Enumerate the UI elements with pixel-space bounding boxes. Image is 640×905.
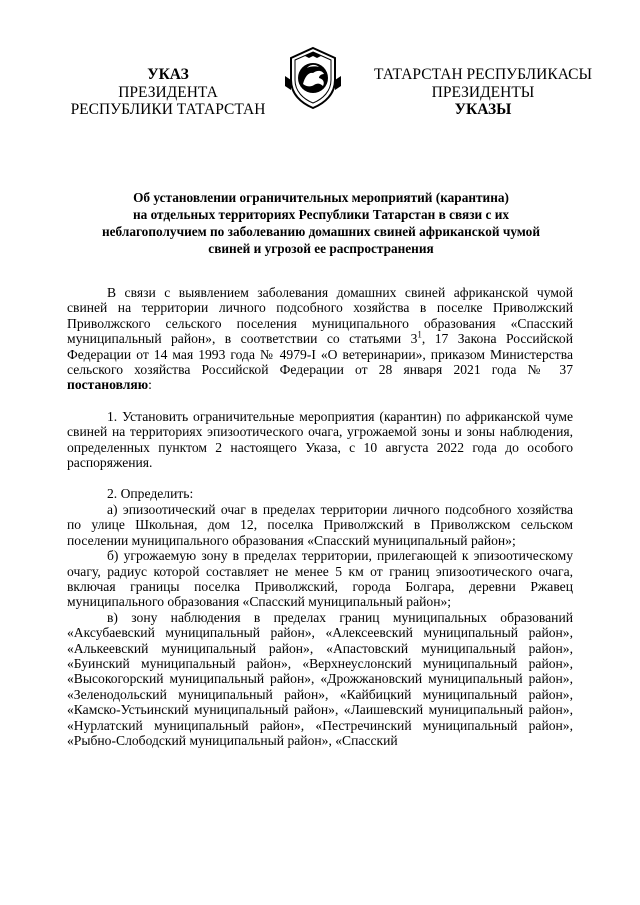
title-line2: на отдельных территориях Республики Татарстан в связи с их <box>132 207 510 222</box>
header-left-line3: РЕСПУБЛИКИ ТАТАРСТАН <box>70 101 266 118</box>
title-line3: неблагополучием по заболеванию домашних свиней африканской чумой <box>101 224 540 239</box>
item-2a-paragraph: а) эпизоотический очаг в пределах территории личного подсобного хозяйства по улице Школьная, дом 12, поселка Приволжский в Приволжском сельском поселении муниципального образования «Спасский муниципальный район»; <box>67 501 573 548</box>
document-title <box>98 189 544 257</box>
header-right-line2: ПРЕЗИДЕНТЫ <box>431 83 535 101</box>
item-2b-paragraph: б) угрожаемую зону в пределах территории, прилегающей к эпизоотическому очагу, радиус которой составляет не менее 5 км от границ эпизоотического очага, включая границы поселка Приволжский, города Болгара, деревни Ржавец муниципального образования «Спасский муниципальный район»; <box>67 548 573 610</box>
preamble-end: : <box>148 377 152 393</box>
title-line1: Об установлении ограничительных мероприятий (карантина) <box>133 190 509 205</box>
header-left <box>40 66 296 119</box>
document-body <box>67 285 573 748</box>
preamble-superscript: 1 <box>417 329 422 340</box>
preamble-paragraph <box>67 285 573 393</box>
preamble-text: В связи с выявлением заболевания домашних свиней африканской чумой свиней на территории личного подсобного хозяйства в поселке Приволжский Приволжского сельского поселения муниципального образования «Спасский муниципальный район», в соответствии со статьями 3 <box>67 285 573 347</box>
item-2-heading: 2. Определить: <box>107 486 194 502</box>
header-left-line2: ПРЕЗИДЕНТА <box>118 83 218 101</box>
header-right <box>350 66 616 119</box>
item-2c-paragraph: в) зону наблюдения в пределах границ муниципальных образований «Аксубаевский муниципальный район», «Алексеевский муниципальный район», «Алькеевский муниципальный район», «Апастовский муниципальный район», «Буинский муниципальный район», «Верхнеуслонский муниципальный район», «Высокогорский муниципальный район», «Дрожжановский муниципальный район», «Зеленодольский муниципальный район», «Кайбицкий муниципальный район», «Камско-Устьинский муниципальный район», «Лаишевский муниципальный район», «Нурлатский муниципальный район», «Пестречинский муниципальный район», «Рыбно-Слободский муниципальный район», «Спасский <box>67 609 573 748</box>
preamble-text-cont: , 17 Закона Российской Федерации от 14 мая 1993 года № 4979-I «О ветеринарии», приказом Министерства сельского хозяйства Российской Федерации от 28 января 2021 года № 37 <box>67 331 573 378</box>
header-right-line3: УКАЗЫ <box>454 101 512 118</box>
coat-of-arms-icon <box>283 46 343 110</box>
title-line4: свиней и угрозой ее распространения <box>208 241 434 256</box>
item-1-paragraph: 1. Установить ограничительные мероприятия (карантин) по африканской чуме свиней на территориях эпизоотического очага, угрожаемой зоны и зоны наблюдения, определенных пунктом 2 настоящего Указа, с 10 августа 2022 года до особого распоряжения. <box>67 408 573 471</box>
preamble-decree-word: постановляю <box>67 377 149 393</box>
header-right-line1: ТАТАРСТАН РЕСПУБЛИКАСЫ <box>374 66 592 83</box>
header-left-line1: УКАЗ <box>147 66 189 83</box>
